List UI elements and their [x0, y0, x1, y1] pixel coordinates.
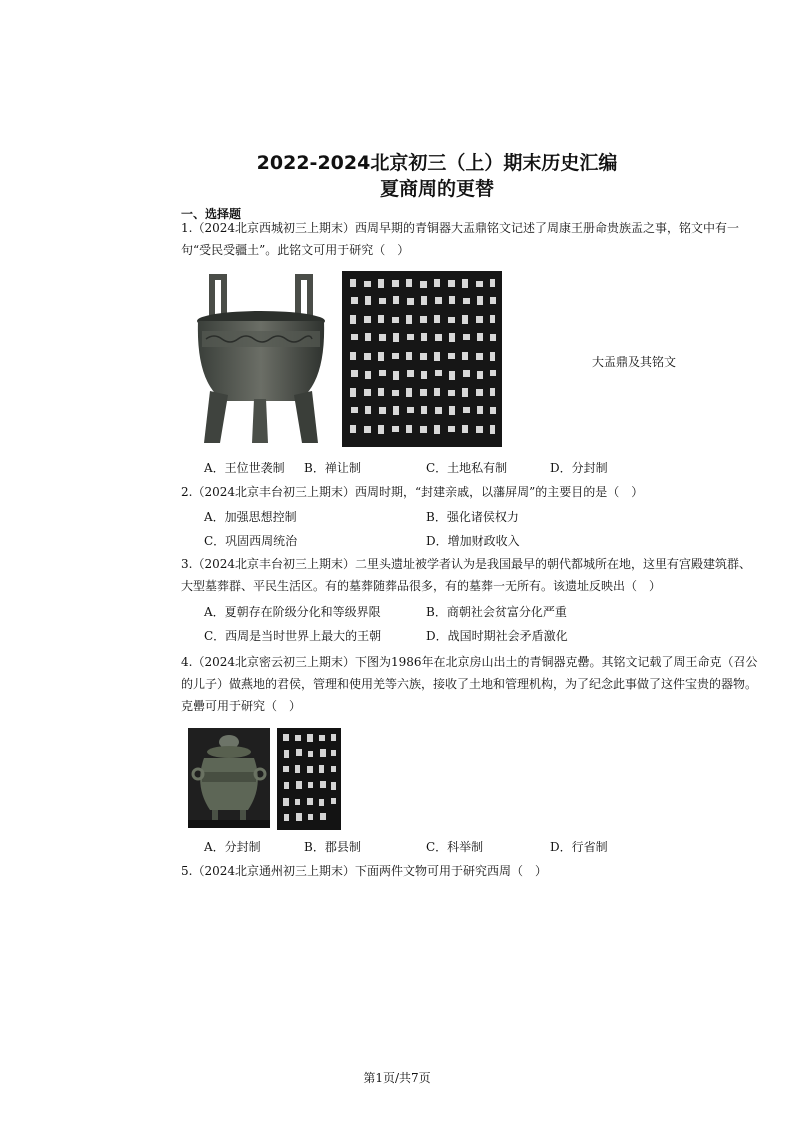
page-title: 2022-2024北京初三（上）期末历史汇编 [256, 152, 618, 174]
option-d[interactable]: D．行省制 [550, 840, 608, 854]
option-b[interactable]: B．强化诸侯权力 [426, 510, 519, 524]
option-c[interactable]: C．西周是当时世界上最大的王朝 [204, 629, 382, 643]
option-d[interactable]: D．战国时期社会矛盾激化 [426, 629, 568, 643]
option-c[interactable]: C．科举制 [426, 840, 484, 854]
page-footer: 第1页/共7页 [363, 1071, 431, 1085]
option-c[interactable]: C．土地私有制 [426, 461, 508, 475]
option-a[interactable]: A．分封制 [204, 840, 261, 854]
ke-lei-vessel-image [188, 728, 270, 828]
section-heading: 一、选择题 [181, 207, 242, 221]
image-caption: 大盂鼎及其铭文 [592, 355, 677, 369]
option-b[interactable]: B．商朝社会贫富分化严重 [426, 605, 567, 619]
question-1-text: 1.（2024北京西城初三上期末）西周早期的青铜器大盂鼎铭文记述了周康王册命贵族盂之事，铭文中有一句“受民受疆土”。此铭文可用于研究（ ） [181, 221, 739, 257]
option-a[interactable]: A．加强思想控制 [204, 510, 297, 524]
page-subtitle: 夏商周的更替 [379, 178, 494, 200]
inscription-rubbing-image [342, 271, 502, 447]
question-5-text: 5.（2024北京通州初三上期末）下面两件文物可用于研究西周（ ） [181, 864, 547, 878]
option-b[interactable]: B．禅让制 [304, 461, 361, 475]
option-c[interactable]: C．巩固西周统治 [204, 534, 298, 548]
option-a[interactable]: A．王位世袭制 [204, 461, 285, 475]
question-4-text: 4.（2024北京密云初三上期末）下图为1986年在北京房山出土的青铜器克罍。其铭文记载了周王命克（召公的儿子）做燕地的君侯，管理和使用羌等六族，接收了土地和管理机构，为了纪念此事做了这件宝贵的器物。克罍可用于研究（ ） [181, 655, 758, 713]
option-d[interactable]: D．分封制 [550, 461, 608, 475]
option-d[interactable]: D．增加财政收入 [426, 534, 520, 548]
ding-vessel-image [194, 273, 328, 445]
question-2-text: 2.（2024北京丰台初三上期末）西周时期，“封建亲戚，以藩屏周”的主要目的是（ ） [181, 485, 644, 499]
option-b[interactable]: B．郡县制 [304, 840, 361, 854]
ke-lei-inscription-image [277, 728, 341, 830]
option-a[interactable]: A．夏朝存在阶级分化和等级界限 [204, 605, 381, 619]
question-3-text: 3.（2024北京丰台初三上期末）二里头遗址被学者认为是我国最早的朝代都城所在地，这里有宫殿建筑群、大型墓葬群、平民生活区。有的墓葬随葬品很多，有的墓葬一无所有。该遗址反映出（ ） [181, 557, 751, 593]
